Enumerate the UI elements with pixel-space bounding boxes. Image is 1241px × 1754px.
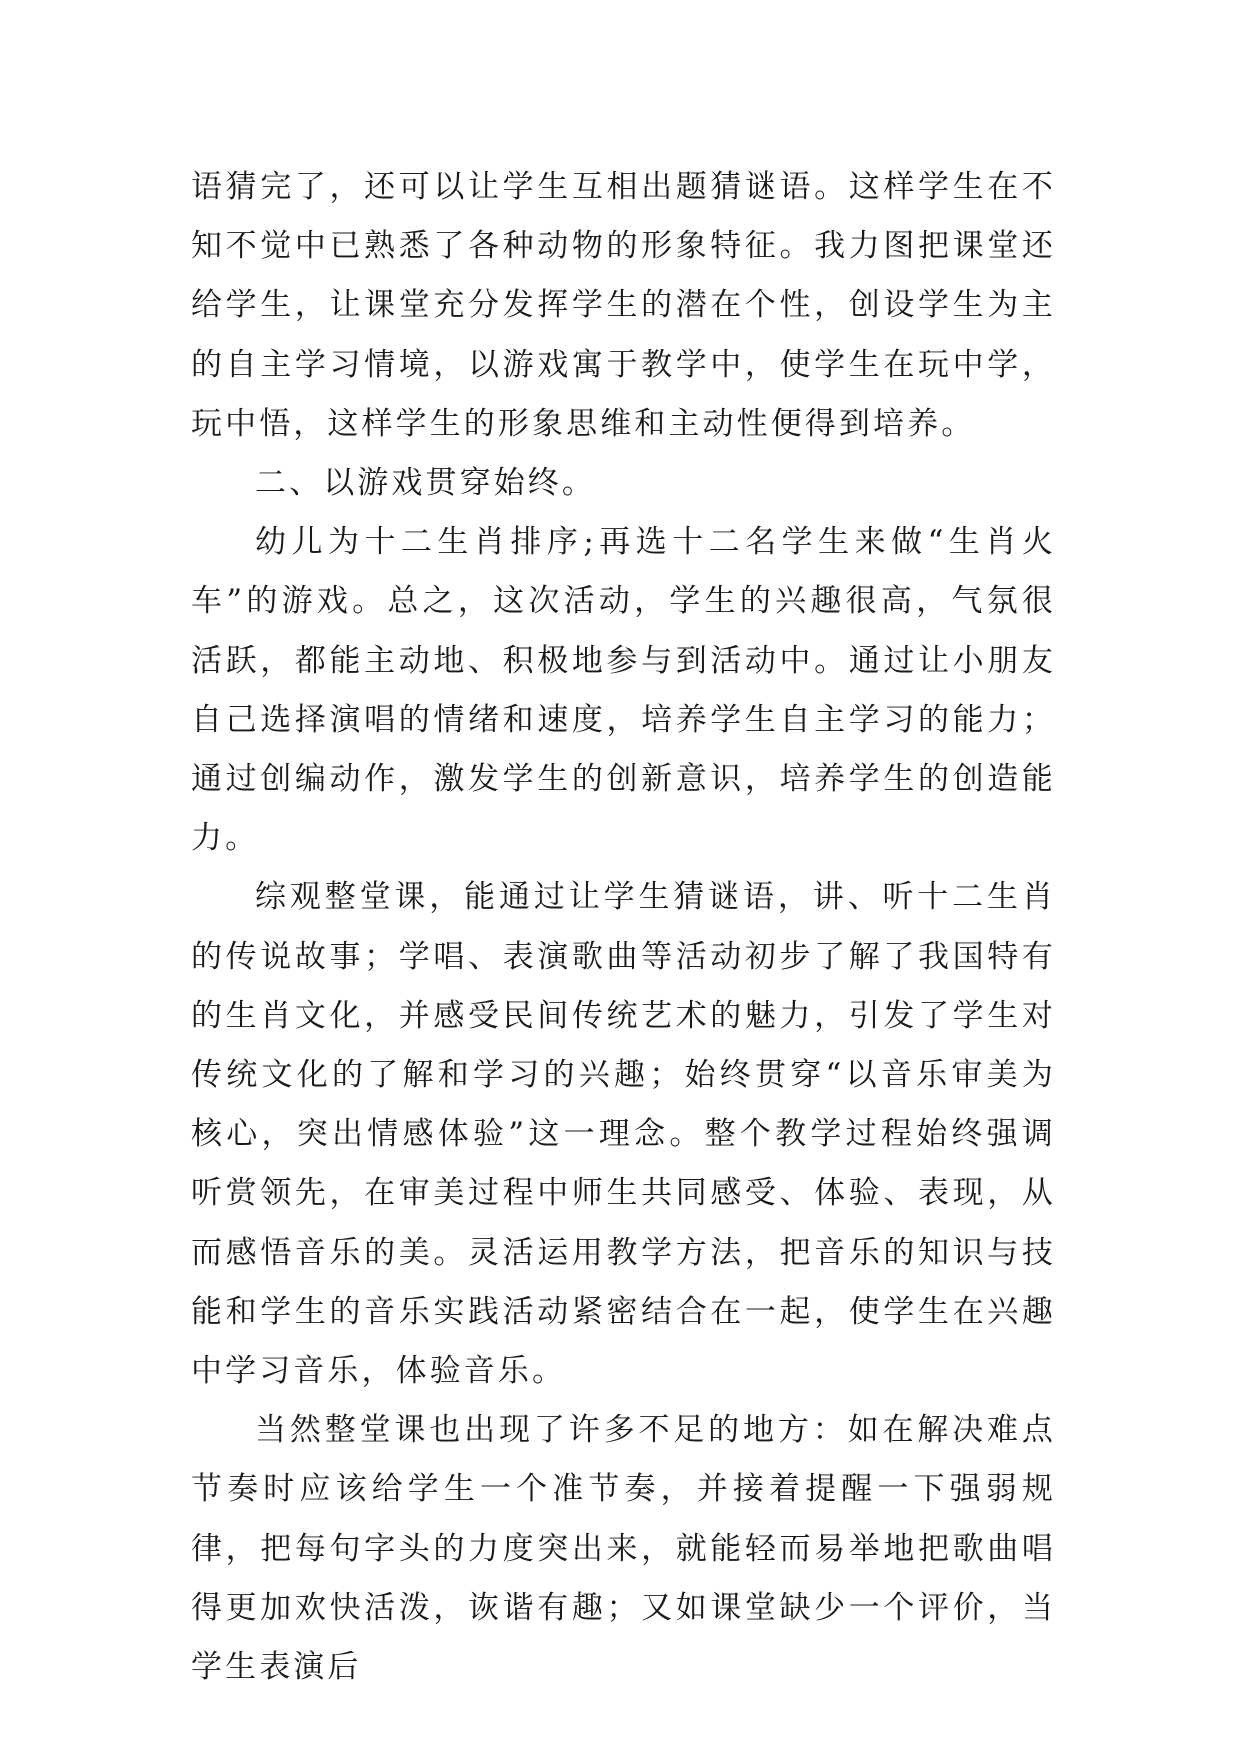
paragraph-continuation: 语猜完了，还可以让学生互相出题猜谜语。这样学生在不知不觉中已熟悉了各种动物的形象特征。我力图把课堂还给学生，让课堂充分发挥学生的潜在个性，创设学生为主的自主学习情境，以游戏寓于教学中，使学生在玩中学，玩中悟，这样学生的形象思维和主动性便得到培养。	[191, 169, 1056, 442]
paragraph-lesson-review: 综观整堂课，能通过让学生猜谜语，讲、听十二生肖的传说故事；学唱、表演歌曲等活动初步了解了我国特有的生肖文化，并感受民间传统艺术的魅力，引发了学生对传统文化的了解和学习的兴趣；始终贯穿“以音乐审美为核心，突出情感体验”这一理念。整个教学过程始终强调听赏领先，在审美过程中师生共同感受、体验、表现，从而感悟音乐的美。灵活运用教学方法，把音乐的知识与技能和学生的音乐实践活动紧密结合在一起，使学生在兴趣中学习音乐，体验音乐。	[191, 879, 1056, 1390]
section-heading: 二、以游戏贯穿始终。	[255, 465, 596, 502]
paragraph-game-activity: 幼儿为十二生肖排序;再选十二名学生来做“生肖火车”的游戏。总之，这次活动，学生的兴趣很高，气氛很活跃，都能主动地、积极地参与到活动中。通过让小朋友自己选择演唱的情绪和速度，培养学生自主学习的能力；通过创编动作，激发学生的创新意识，培养学生的创造能力。	[191, 524, 1056, 857]
document-body	[191, 158, 1056, 1697]
paragraph-shortcomings: 当然整堂课也出现了许多不足的地方：如在解决难点节奏时应该给学生一个准节奏，并接着提醒一下强弱规律，把每句字头的力度突出来，就能轻而易举地把歌曲唱得更加欢快活泼，诙谐有趣；又如课堂缺少一个评价，当学生表演后	[191, 1412, 1056, 1686]
